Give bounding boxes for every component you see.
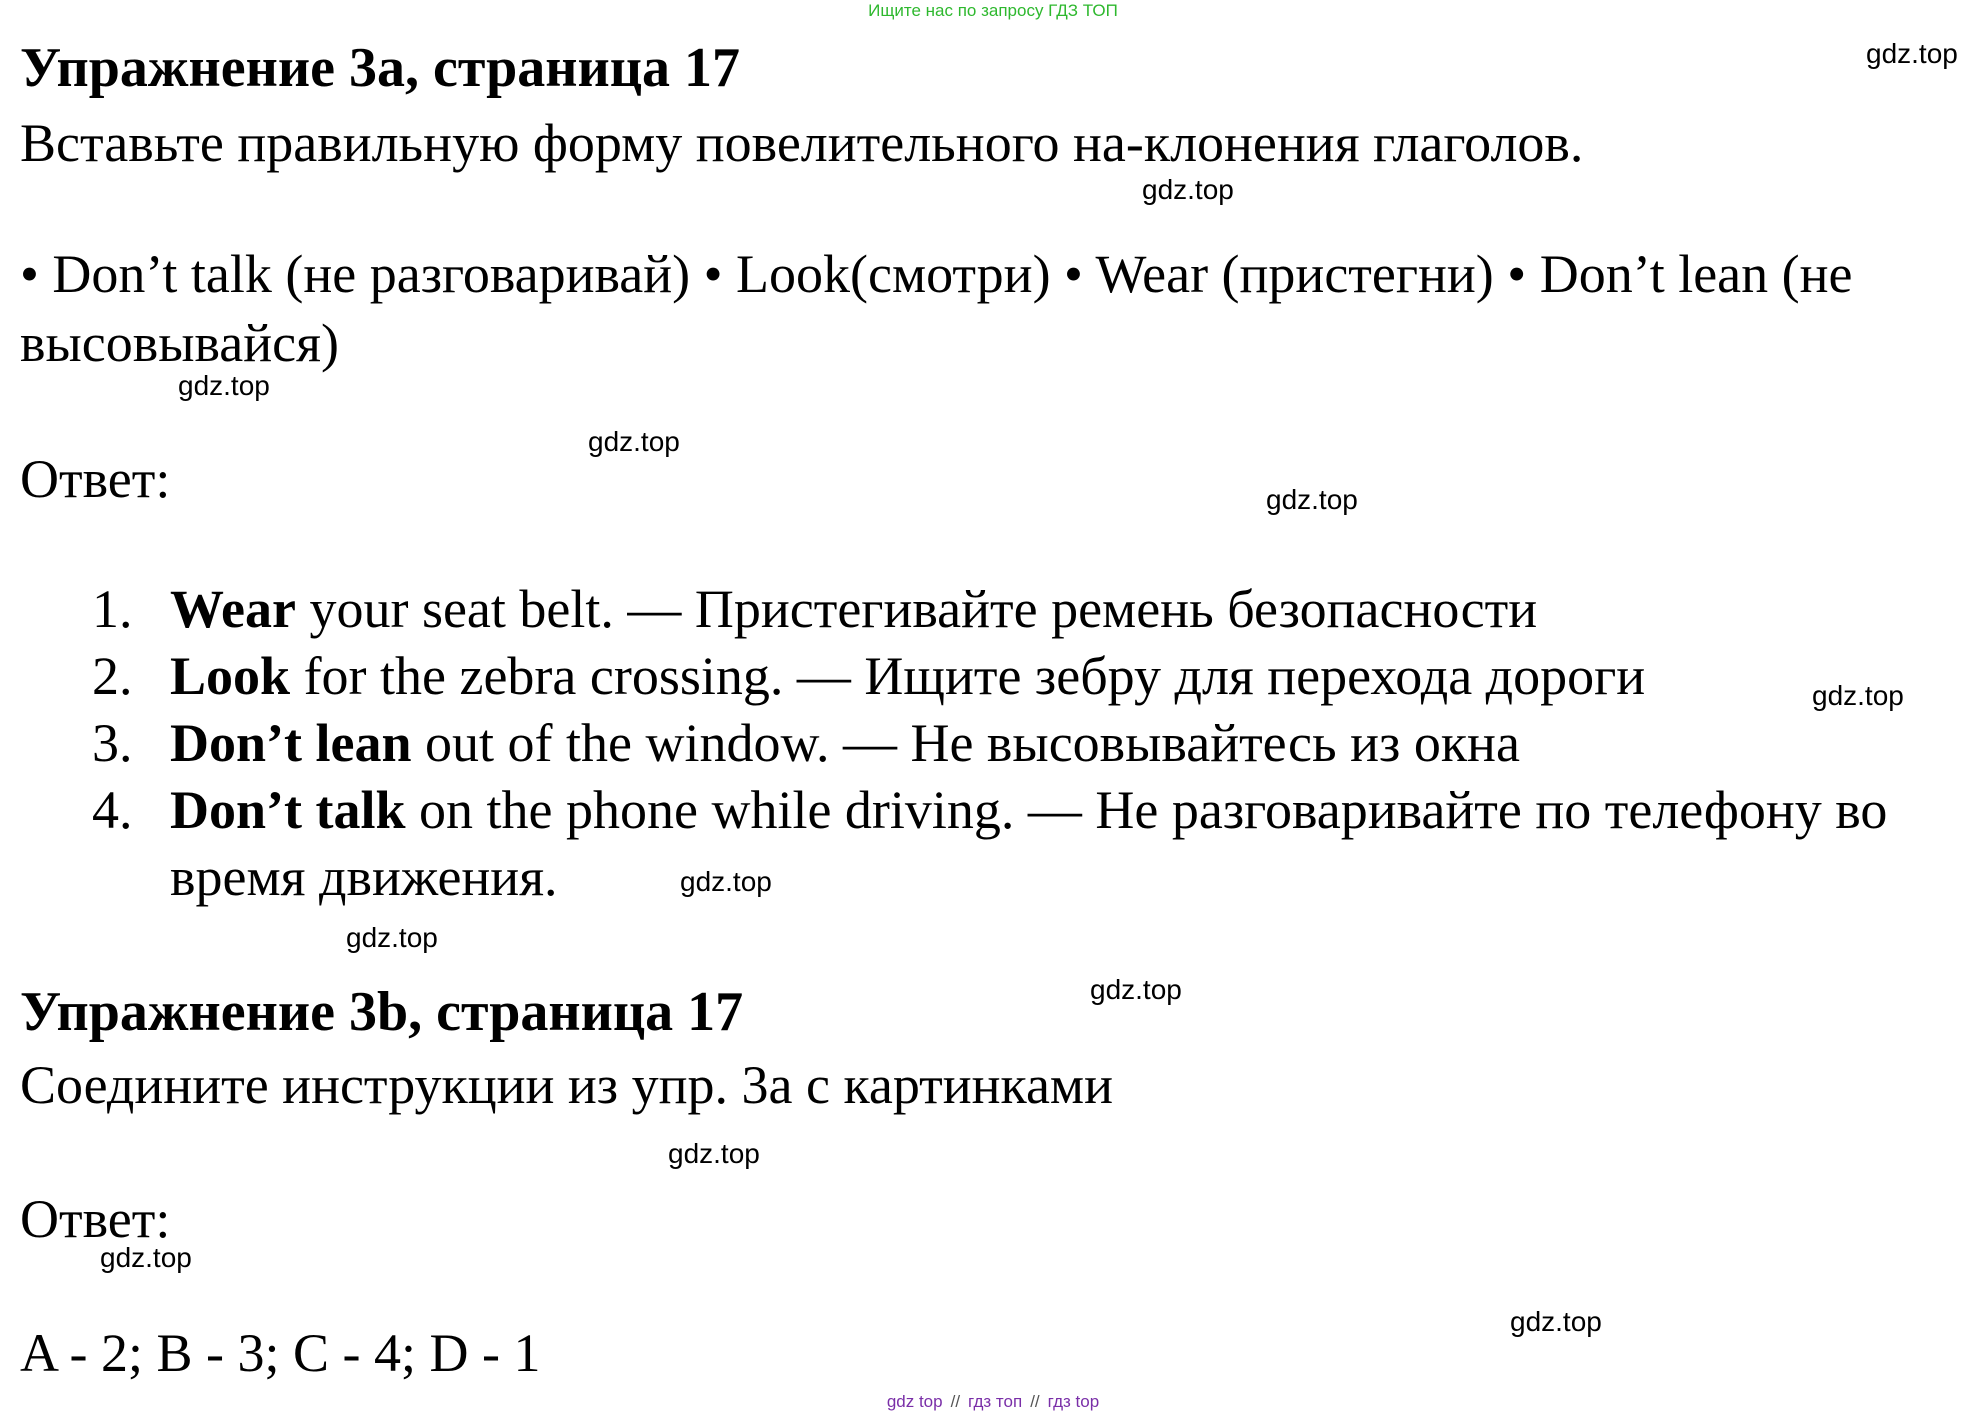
- answer-number: 1.: [92, 579, 133, 639]
- exercise-3b-title: Упражнение 3b, страница 17: [20, 981, 744, 1043]
- top-banner: Ищите нас по запросу ГДЗ ТОП: [868, 1, 1118, 20]
- exercise-3b-instruction: Соедините инструкции из упр. 3а с картинками: [20, 1055, 1113, 1115]
- answer-text: for the zebra crossing. — Ищите зебру для перехода дороги: [290, 646, 1646, 706]
- exercise-3a-answer-list: [92, 576, 1982, 911]
- watermark: gdz.top: [346, 922, 438, 953]
- bottom-banner-separator: //: [1030, 1392, 1040, 1411]
- answer-verb: Don’t talk: [170, 780, 406, 840]
- exercise-3a-answer-label: Ответ:: [20, 449, 171, 509]
- bottom-banner-part: gdz top: [886, 1392, 943, 1411]
- watermark: gdz.top: [1510, 1306, 1602, 1337]
- exercise-3a-instruction: Вставьте правильную форму повелительного на-клонения глаголов.: [20, 113, 1584, 173]
- answer-item-3: [92, 710, 1982, 777]
- bottom-banner: [0, 1392, 1986, 1412]
- answer-number: 3.: [92, 713, 133, 773]
- exercise-3a-title: Упражнение 3a, страница 17: [20, 37, 741, 99]
- answer-verb: Look: [170, 646, 291, 706]
- answer-text: out of the window. — Не высовывайтесь из окна: [411, 713, 1520, 773]
- answer-text: your seat belt. — Пристегивайте ремень безопасности: [295, 579, 1538, 639]
- watermark: gdz.top: [668, 1138, 760, 1169]
- watermark: gdz.top: [588, 426, 680, 457]
- watermark: gdz.top: [680, 866, 772, 897]
- watermark: gdz.top: [1090, 974, 1182, 1005]
- watermark: gdz.top: [178, 370, 270, 401]
- bottom-banner-separator: //: [950, 1392, 961, 1411]
- answer-number: 4.: [92, 780, 133, 840]
- watermark: gdz.top: [1866, 38, 1958, 69]
- watermark: gdz.top: [1266, 484, 1358, 515]
- answer-verb: Wear: [170, 579, 296, 639]
- exercise-3b-answer: A - 2; B - 3; C - 4; D - 1: [20, 1323, 541, 1383]
- bottom-banner-part: гдз топ: [968, 1392, 1023, 1411]
- watermark: gdz.top: [1812, 680, 1904, 711]
- watermark: gdz.top: [1142, 174, 1234, 205]
- answer-item-4: [92, 777, 1982, 911]
- answer-number: 2.: [92, 646, 133, 706]
- answer-item-1: [92, 576, 1982, 643]
- answer-text: on the phone while driving. — Не разговаривайте по телефону во время движения.: [170, 780, 1888, 907]
- bottom-banner-part: гдз top: [1047, 1392, 1100, 1411]
- answer-verb: Don’t lean: [170, 713, 412, 773]
- exercise-3a-word-bank: • Don’t talk (не разговаривай) • Look(смотри) • Wear (пристегни) • Don’t lean (не высовывайся): [20, 244, 1853, 373]
- answer-item-2: [92, 643, 1982, 710]
- watermark: gdz.top: [100, 1242, 192, 1273]
- exercise-3b-answer-label: Ответ:: [20, 1189, 171, 1249]
